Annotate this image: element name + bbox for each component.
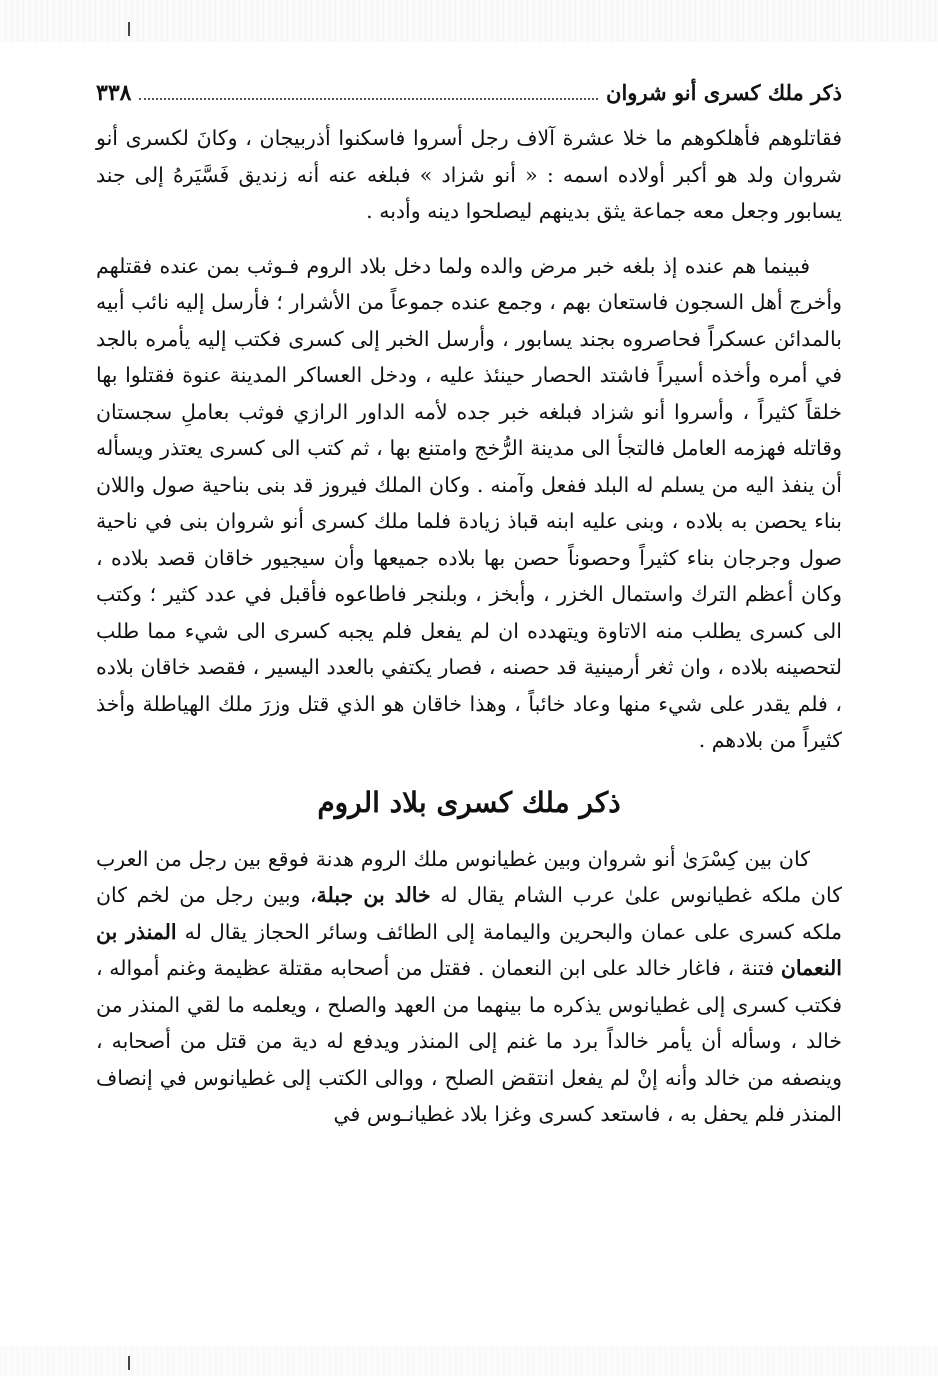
- paragraph-3-part-b: ، وبين رجل من لخم كان ملكه كسرى على عمان والبحرين واليمامة إلى الطائف وسائر الحجاز يقال له: [96, 883, 843, 944]
- paragraph-3-part-a: كان بين كِسْرَىٰ أنو شروان وبين غطيانوس ملك الروم هدنة فوقع بين رجل من العرب كان ملكه غطيانوس علىٰ عرب الشام يقال له: [96, 846, 842, 907]
- paragraph-3: [96, 841, 842, 1133]
- page-number: ٣٣٨: [96, 80, 132, 106]
- section-title: ذكر ملك كسرى بلاد الروم: [317, 785, 621, 819]
- paragraph-2: فبينما هم عنده إذ بلغه خبر مرض والده ولما دخل بلاد الروم فـوثب بمن عنده فقتلهم وأخرج أهل السجون فاستعان بهم ، وجمع عنده جموعاً من الأشرار ؛ فأرسل إليه نائب أبيه بالمدائن عسكراً فحاصروه بجند يسابور ، وأرسل الخبر إلى كسرى فكتب إليه يأمره بالجد في أمره وأخذه أسيراً فاشتد الحصار حينئذ عليه ، ودخل العساكر المدينة عنوة فقتلوا بها خلقاً كثيراً ، وأسروا أنو شزاد فبلغه خبر جده لأمه الداور الرازي فوثب بعاملِ سجستان وقاتله فهزمه العامل فالتجأ الى مدينة الرُّخج وامتنع بها ، ثم كتب الى كسرى يعتذر ويسأله أن ينفذ اليه من يسلم له البلد ففعل وآمنه . وكان الملك فيروز قد بنى بناحية صول واللان بناء يحصن به بلاده ، وبنى عليه ابنه قباذ زيادة فلما ملك كسرى أنو شروان بنى في ناحية صول وجرجان بناء كثيراً وحصوناً حصن بها بلاده جميعها وأن سيجيور خاقان قصد بلاده ، وكان أعظم الترك واستمال الخزر ، وأبخز ، وبلنجر فاطاعوه فأقبل في عدد كثير ؛ وكتب الى كسرى يطلب منه الاتاوة ويتهدده ان لم يفعل فلم يجبه كسرى الى شيء مما طلب لتحصينه بلاده ، وان ثغر أرمينية قد حصنه ، فصار يكتفي بالعدد اليسير ، فقصد خاقان بلاده ، فلم يقدر على شيء منها وعاد خائباً ، وهذا خاقان هو الذي قتل وزرَ ملك الهياطلة وأخذ كثيراً من بلادهم .: [96, 253, 842, 752]
- paragraph-1: فقاتلوهم فأهلكوهم ما خلا عشرة آلاف رجل أسروا فاسكنوا أذربيجان ، وكانَ لكسرى أنو شروان ولد هو أكبر أولاده اسمه : « أنو شزاد » فبلغه عنه أنه زنديق فَسَّيَرهُ إلى جند يسابور وجعل معه جماعة يثق بدينهم ليصلحوا دينه وأدبه .: [96, 126, 842, 223]
- scan-border-bottom: [0, 1346, 938, 1376]
- running-header: [96, 80, 842, 120]
- person-name-mundhir: المنذر بن النعمان: [96, 919, 842, 980]
- book-page: [96, 80, 842, 1133]
- paragraph-3-part-c: فتنة ، فاغار خالد على ابن النعمان . فقتل من أصحابه مقتلة عظيمة وغنم أمواله ، فكتب كسرى إلى غطيانوس يذكره ما بينهما من العهد والصلح ، ويعلمه ما لقي المنذر من خالد ، وسأله أن يأمر خالداً برد ما غنم إلى المنذر ويدفع له دية من قتل من أصحابه ، وينصفه من خالد وأنه إنْ لم يفعل انتقض الصلح ، ووالى الكتب إلى غطيانوس في إنصاف المنذر فلم يحفل به ، فاستعد كسرى وغزا بلاد غطيانـوس في: [96, 956, 842, 1126]
- scan-mark-top: [128, 22, 130, 36]
- scan-mark-bottom: [128, 1356, 130, 1370]
- person-name-khalid: خالد بن جبلة: [316, 883, 431, 907]
- scan-border-top: [0, 0, 938, 42]
- leader-dots: [139, 84, 598, 100]
- running-title: ذكر ملك كسرى أنو شروان: [606, 80, 842, 105]
